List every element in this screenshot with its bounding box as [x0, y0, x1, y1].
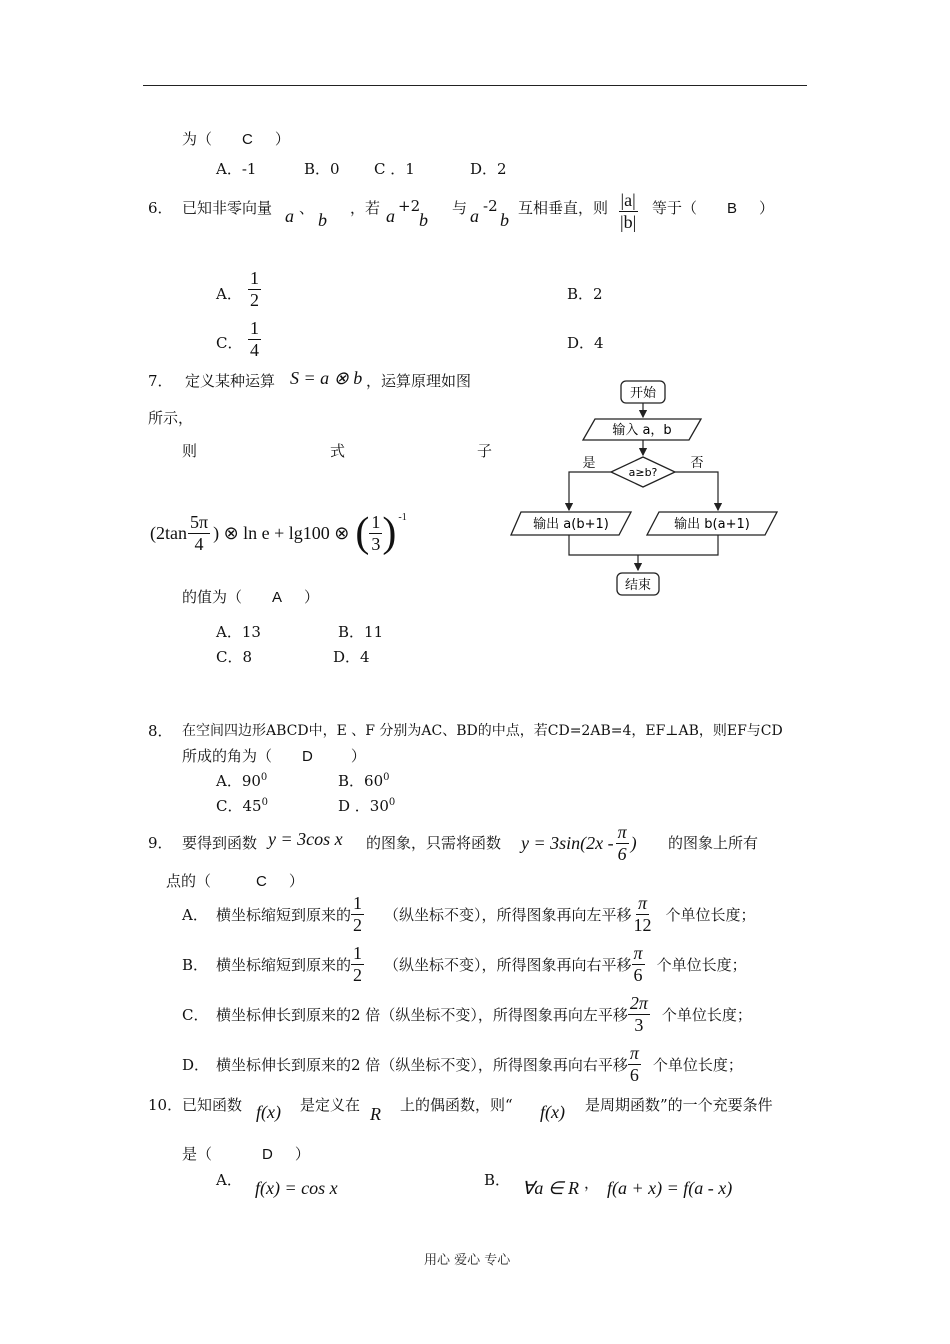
q5-answer: C: [242, 131, 253, 148]
q9-option-c: C． 横坐标伸长到原来的2 倍 （纵坐标不变），所得图象再向左平移 $\frac{2\pi}{3}$ 个单位长度；: [182, 993, 752, 1035]
q10-R: R: [370, 1104, 381, 1124]
q6-text2: 互相垂直，则: [518, 199, 609, 217]
flow-start: 开始: [629, 386, 657, 401]
flow-end: 结束: [624, 578, 652, 593]
flow-yes: 是: [582, 456, 596, 471]
q9-option-d: D． 横坐标伸长到原来的2 倍 （纵坐标不变），所得图象再向右平移 $\frac{\pi}{6}$ 个单位长度；: [182, 1043, 743, 1085]
q6-comma: ，若: [350, 199, 381, 217]
q10-opt-a-label: A．: [216, 1171, 242, 1189]
q6-ratio: $\frac{|a|}{|b|}$: [620, 190, 637, 232]
q8-answer: D: [302, 748, 313, 765]
q10-opt-b-1: ∀a ∈ R: [522, 1178, 579, 1198]
q7-answer: A: [272, 589, 283, 606]
q10-opt-a: f(x) = cos x: [255, 1178, 338, 1198]
q7-opt-d: D．4: [333, 648, 370, 666]
q10-text3: 上的偶函数，则“: [400, 1096, 513, 1114]
q9-answer: C: [256, 873, 267, 890]
q5-opt-c: C ．1: [374, 160, 415, 178]
q9-text2: 的图象，只需将函数: [366, 834, 502, 852]
q7-spread-1: 则: [182, 442, 198, 460]
q6-a2: a: [470, 206, 479, 226]
q8-number: 8．: [148, 722, 173, 740]
q10-opt-b-2: f(a + x) = f(a - x): [607, 1178, 733, 1198]
q10-number: 10．: [148, 1096, 183, 1114]
q9-line2: 点的（ C ）: [166, 872, 304, 890]
flow-merge: [569, 535, 718, 555]
flow-no: 否: [690, 456, 704, 471]
q7-text2: ，运算原理如图: [366, 372, 472, 390]
flow-cond: a≥b?: [628, 466, 658, 479]
flowchart: [505, 375, 785, 600]
q6-plus2: +2: [398, 197, 421, 215]
q6-sep: 、: [299, 199, 315, 217]
q5-cont: 为（ C ）: [182, 130, 290, 148]
q9-option-b: B． 横坐标缩短到原来的 $\frac{1}{2}$ （纵坐标不变），所得图象再向右平移 $\frac{\pi}{6}$ 个单位长度；: [182, 943, 747, 985]
q6-number: 6．: [148, 199, 173, 217]
q8-line2: 所成的角为（ D ）: [182, 747, 366, 765]
q7-text1: 定义某种运算: [185, 372, 276, 390]
q9-f2: y = 3sin(2x - $\frac{\pi}{6}$ ): [521, 822, 637, 864]
q5-opt-b: B．0: [304, 160, 340, 178]
header-rule: [143, 85, 807, 86]
q6-a1: a: [386, 206, 395, 226]
q10-line2: 是（ D ）: [182, 1145, 310, 1163]
q10-f2: f(x): [540, 1102, 565, 1122]
q10-answer: D: [262, 1146, 273, 1163]
q10-text1: 已知函数: [182, 1096, 243, 1114]
flow-no-branch: [675, 472, 718, 510]
q6-with: 与: [452, 199, 468, 217]
q5-opt-a: A．-1: [216, 160, 257, 178]
q7-expression: (2tan $\frac{5\pi}{4}$ ) ⊗ ln e + lg100 ⊗ ( $\frac{1}{3}$ ) -1: [150, 510, 407, 557]
q7-spread-2: 式: [330, 442, 346, 460]
q10-opt-b-sep: ，: [584, 1174, 600, 1192]
q9-text3: 的图象上所有: [668, 834, 759, 852]
q6-vec-a: a: [285, 206, 294, 226]
q10-opt-b-label: B．: [484, 1171, 511, 1189]
q7-formula: S = a ⊗ b: [290, 368, 363, 388]
q7-val-text: 的值为（ A ）: [182, 588, 320, 606]
q8-text: 在空间四边形ABCD中，E 、F 分别为AC、BD的中点，若CD=2AB=4，EF⊥AB，则EF与CD: [182, 723, 783, 739]
q6-opt-a-frac: $\frac{1}{2}$: [250, 268, 259, 310]
q6-opt-c-frac: $\frac{1}{4}$: [250, 318, 259, 360]
q5-opt-d: D．2: [470, 160, 507, 178]
q8-opt-a: A．$90^0$: [216, 772, 268, 790]
q10-text2: 是定义在: [300, 1096, 361, 1114]
q7-number: 7．: [148, 372, 173, 390]
q9-option-a: A． 横坐标缩短到原来的 $\frac{1}{2}$ （纵坐标不变），所得图象再向左平移 $\frac{\pi}{12}$ 个单位长度；: [182, 893, 756, 935]
q6-vec-b: b: [318, 210, 327, 230]
q7-opt-a: A．13: [216, 623, 261, 641]
q9-text1: 要得到函数: [182, 834, 258, 852]
q8-opt-b: B．$60^0$: [338, 772, 390, 790]
footer: 用心 爱心 专心: [424, 1253, 511, 1268]
q6-text1: 已知非零向量: [182, 199, 273, 217]
q6-answer: B: [727, 200, 738, 217]
q6-opt-c-label: C．: [216, 334, 243, 352]
q6-minus2: -2: [483, 197, 498, 215]
q7-opt-c: C．8: [216, 648, 253, 666]
q7-line2: 所示，: [148, 409, 194, 427]
q6-opt-b: B．2: [567, 285, 603, 303]
q6-text3: 等于（ B ）: [652, 199, 775, 217]
q8-opt-c: C．$45^0$: [216, 797, 268, 815]
q10-text4: 是周期函数”的一个充要条件: [585, 1096, 773, 1114]
q6-b1: b: [419, 210, 428, 230]
q7-spread-3: 子: [477, 442, 493, 460]
q6-b2: b: [500, 210, 509, 230]
q9-f1: y = 3cos x: [268, 829, 343, 849]
flow-out-right: 输出 b(a+1): [674, 517, 750, 532]
flow-out-left: 输出 a(b+1): [533, 517, 609, 532]
q8-opt-d: D ．$30^0$: [338, 797, 396, 815]
flow-input: 输入 a，b: [612, 423, 672, 438]
q9-number: 9．: [148, 834, 173, 852]
flow-yes-branch: [569, 472, 611, 510]
q6-opt-d: D．4: [567, 334, 604, 352]
q7-opt-b: B．11: [338, 623, 384, 641]
q10-f: f(x): [256, 1102, 281, 1122]
q6-opt-a-label: A．: [216, 285, 242, 303]
